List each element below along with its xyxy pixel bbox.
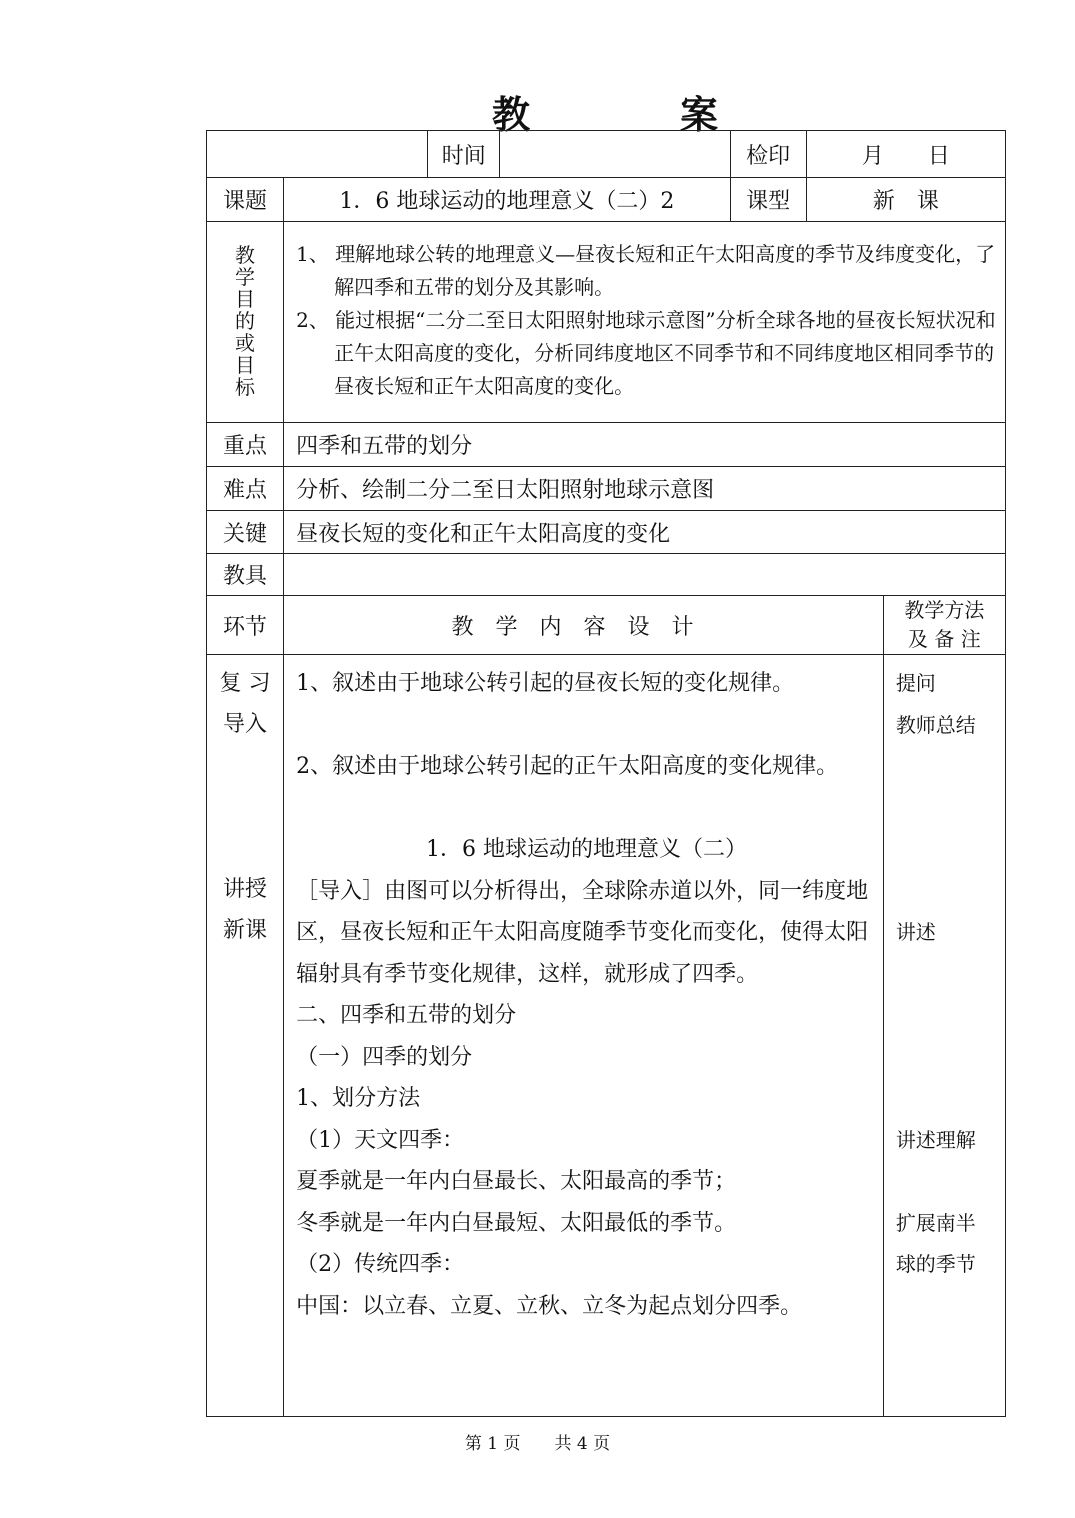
content-column [284,655,884,1417]
row-topic [207,178,1006,222]
focus-value: 四季和五带的划分 [284,423,1006,467]
lesson-plan-table [206,130,1006,1417]
row-tools [207,554,1006,596]
focus-label: 重点 [207,423,284,467]
heading-seasons: （一）四季的划分 [296,1044,473,1070]
time-label: 时间 [428,131,500,178]
row-focus [207,423,1006,467]
tools-value [284,554,1006,596]
page-footer: 第 1 页 共 4 页 [464,1434,611,1454]
china-seasons: 中国：以立春、立夏、立秋、立冬为起点划分四季。 [296,1293,803,1319]
heading-method: 1、划分方法 [296,1086,421,1111]
row-body [207,655,1006,1417]
type-value: 新 课 [806,178,1005,222]
blank-cell [207,131,428,178]
intro-paragraph: ［导入］由图可以分析得出，全球除赤道以外，同一纬度地区，昼夜长短和正午太阳高度随季节变化而变化，使得太阳辐射具有季节变化规律，这样，就形成了四季。 [296,878,869,987]
winter-definition: 冬季就是一年内白昼最短、太阳最低的季节。 [296,1210,737,1236]
objectives-label: 教 学 目 的 或 目 标 [207,222,284,423]
review-question-1: 1、叙述由于地球公转引起的昼夜长短的变化规律。 [296,671,795,696]
summer-definition: 夏季就是一年内白昼最长、太阳最高的季节； [296,1169,737,1194]
row-time [207,131,1006,178]
objective-item: 1、 理解地球公转的地理意义—昼夜长短和正午太阳高度的季节及纬度变化，了解四季和五带的划分及其影响。 [296,242,996,299]
tools-label: 教具 [207,554,284,596]
method-note: 讲述 [895,920,936,944]
method-note: 扩展南半 [895,1210,976,1235]
difficulty-label: 难点 [207,467,284,511]
row-difficulty [207,467,1006,511]
method-note: 提问 [895,671,936,695]
method-note: 讲述理解 [895,1127,976,1152]
heading-seasons-zones: 二、四季和五带的划分 [296,1003,517,1028]
review-question-2: 2、叙述由于地球公转引起的正午太阳高度的变化规律。 [296,754,839,779]
row-key [207,511,1006,554]
difficulty-value: 分析、绘制二分二至日太阳照射地球示意图 [284,467,1006,511]
objective-item: 2、 能过根据“二分二至日太阳照射地球示意图”分析全球各地的昼夜长短状况和正午太阳高度的变化，分析同纬度地区不同季节和不同纬度地区相同季节的昼夜长短和正午太阳高度的变化。 [296,308,996,398]
key-label: 关键 [207,511,284,554]
stamp-label: 检印 [730,131,806,178]
method-header: 教学方法 及 备 注 [883,596,1005,655]
row-objectives [207,222,1006,423]
date-value: 月 日 [806,131,1005,178]
method-column [883,655,1005,1417]
title-char-2: 案 [680,92,719,137]
lesson-title: 1．6 地球运动的地理意义（二） [425,837,747,862]
time-value [500,131,730,178]
row-header [207,596,1006,655]
key-value: 昼夜长短的变化和正午太阳高度的变化 [284,511,1006,554]
type-label: 课型 [730,178,806,222]
topic-value: 1．6 地球运动的地理意义（二）2 [284,178,731,222]
content-header: 教学内容设计 [284,596,884,655]
method-note: 教师总结 [895,712,976,737]
section-header: 环节 [207,596,284,655]
topic-label: 课题 [207,178,284,222]
section-column: 复 习 导入 讲授 新课 [207,655,284,1417]
heading-astronomical: （1）天文四季： [296,1127,465,1153]
document-title [0,84,1075,137]
method-note: 球的季节 [895,1252,976,1276]
heading-traditional: （2）传统四季： [296,1252,465,1277]
objectives-content [284,222,1006,423]
title-char-1: 教 [492,92,531,137]
